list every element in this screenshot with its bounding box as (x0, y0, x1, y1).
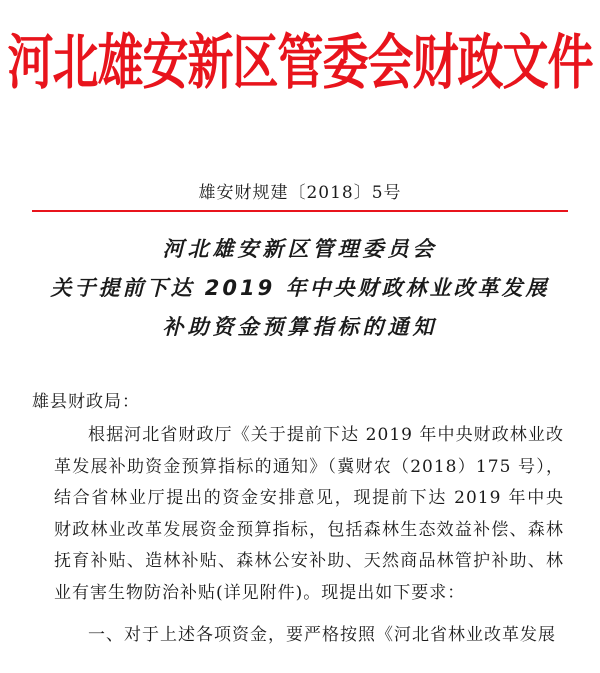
red-divider-line (32, 210, 568, 212)
document-header-title: 河北雄安新区管委会财政文件 (7, 26, 593, 98)
salutation: 雄县财政局： (32, 392, 140, 412)
body-paragraph-2: 一、对于上述各项资金，要严格按照《河北省林业改革发展 (88, 625, 556, 645)
document-number: 雄安财规建〔2018〕5号 (198, 183, 402, 203)
notice-title-line-2: 关于提前下达 2019 年中央财政林业改革发展 (50, 276, 550, 300)
notice-title-line-3: 补助资金预算指标的通知 (162, 315, 438, 339)
body-paragraph-1: 根据河北省财政厅《关于提前下达 2019 年中央财政林业改革发展补助资金预算指标的通知》（冀财农（2018）175 号），结合省林业厅提出的资金安排意见，现提前下达 2019 年中央财政林业改革发展资金预算指标，包括森林生态效益补偿、森林抚育补贴、造林补贴、森林公安补助、天然商品林管护补助、林业有害生物防治补贴(详见附件)。现提出如下要求： (54, 425, 564, 603)
notice-title-line-1: 河北雄安新区管理委员会 (162, 237, 438, 261)
